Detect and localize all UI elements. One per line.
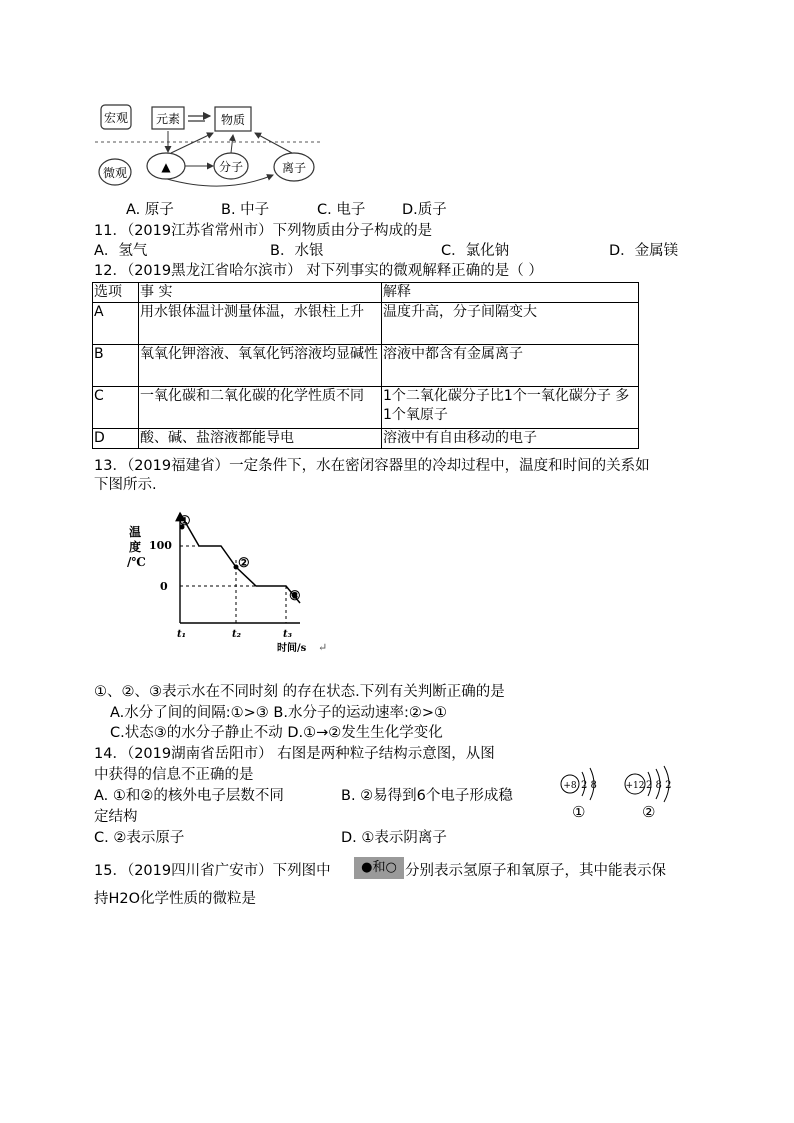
- q11-option-a: A．氢气: [94, 243, 148, 259]
- q13-options-line2: C.状态③的水分子静止不动 D.①→②发生生化学变化: [110, 725, 443, 741]
- q13-temperature-time-graph: [120, 505, 335, 655]
- element-label: 元素: [155, 112, 181, 126]
- row-explain: 溶液中都含有金属离子: [382, 345, 639, 387]
- q15-stem-line2: 持H2O化学性质的微粒是: [94, 891, 257, 907]
- macro-label: 宏观: [103, 111, 129, 125]
- row-explain: 温度升高，分子间隔变大: [382, 303, 639, 345]
- q12-stem: 12．（2019黑龙江省哈尔滨市） 对下列事实的微观解释正确的是（ ）: [94, 263, 543, 279]
- atom1-shells: 2 8: [581, 780, 597, 791]
- table-row: [93, 429, 639, 449]
- tick-t1: t₁: [177, 629, 186, 640]
- q15-atom-legend: [354, 857, 404, 879]
- q15-stem-after: 分别表示氢原子和氧原子，其中能表示保: [405, 863, 666, 879]
- row-fact: 氧氧化钾溶液、氧氧化钙溶液均显碱性: [139, 345, 382, 387]
- row-fact: 用水银体温计测量体温，水银柱上升: [139, 303, 382, 345]
- atom2-label: ②: [642, 803, 656, 821]
- row-explain: 溶液中有自由移动的电子: [382, 429, 639, 449]
- q11-option-c: C．氯化钠: [441, 243, 510, 259]
- q14-atom-structure-diagram: [555, 762, 705, 824]
- q14-stem-line2: 中获得的信息不正确的是: [94, 767, 254, 783]
- q10-option-a: A. 原子: [126, 202, 174, 218]
- q14-option-b: B. ②易得到6个电子形成稳: [341, 788, 513, 804]
- row-explain: 1个二氧化碳分子比1个一氧化碳分子 多1个氧原子: [382, 387, 639, 429]
- macro-micro-diagram: [95, 95, 325, 195]
- tick-t3: t₃: [283, 629, 292, 640]
- marker-2: ②: [238, 556, 250, 571]
- y-label-2: 度: [129, 540, 142, 554]
- q10-option-c: C. 电子: [317, 202, 366, 218]
- table-row: [93, 387, 639, 429]
- substance-label: 物质: [220, 113, 246, 127]
- q13-stem-line1: 13．（2019福建省）一定条件下，水在密闭容器里的冷却过程中，温度和时间的关系如: [94, 458, 650, 474]
- row-option: A: [93, 303, 139, 345]
- table-header-explain: 解释: [382, 283, 639, 303]
- tick-0: 0: [160, 580, 168, 593]
- q13-stem-line2: 下图所示.: [94, 477, 157, 493]
- row-option: B: [93, 345, 139, 387]
- x-axis-label: 时间/s: [277, 643, 307, 654]
- ion-label: 离子: [281, 161, 307, 175]
- row-option: D: [93, 429, 139, 449]
- q14-option-a: A. ①和②的核外电子层数不同: [94, 788, 284, 804]
- table-header-fact: 事 实: [139, 283, 382, 303]
- return-arrow-icon: ↵: [318, 641, 328, 654]
- tick-t2: t₂: [232, 629, 241, 640]
- q15-legend-text: ●和○: [361, 860, 397, 875]
- atom1-label: ①: [572, 803, 586, 821]
- molecule-label: 分子: [218, 160, 244, 174]
- triangle-symbol: ▲: [161, 160, 171, 174]
- micro-label: 微观: [102, 166, 128, 180]
- q10-option-b: B. 中子: [221, 202, 270, 218]
- row-fact: 一氧化碳和二氧化碳的化学性质不同: [139, 387, 382, 429]
- atom2-nucleus: +12: [625, 781, 645, 791]
- row-fact: 酸、碱、盐溶液都能导电: [139, 429, 382, 449]
- table-header-option: 选项: [93, 283, 139, 303]
- table-row: [93, 303, 639, 345]
- q14-option-d: D. ①表示阴离子: [341, 830, 447, 846]
- q14-stem-line1: 14．（2019湖南省岳阳市） 右图是两种粒子结构示意图，从图: [94, 746, 495, 762]
- q11-stem: 11．（2019江苏省常州市）下列物质由分子构成的是: [94, 223, 433, 239]
- y-label-1: 温: [129, 525, 142, 539]
- q12-table: [92, 282, 639, 449]
- q13-after: ①、②、③表示水在不同时刻 的存在状态.下列有关判断正确的是: [94, 684, 505, 700]
- q14-option-b-cont: 定结构: [94, 809, 138, 825]
- q11-option-b: B．水银: [270, 243, 324, 259]
- marker-1: ①: [179, 514, 191, 529]
- q15-stem-before: 15．（2019四川省广安市）下列图中: [94, 863, 331, 879]
- atom1-nucleus: +8: [563, 781, 577, 791]
- tick-100: 100: [149, 539, 172, 552]
- q11-option-d: D．金属镁: [609, 243, 679, 259]
- q13-options-line1: A.水分了间的间隔:①>③ B.水分子的运动速率:②>①: [110, 705, 448, 721]
- marker-3: ③: [289, 589, 301, 604]
- q14-option-c: C. ②表示原子: [94, 830, 185, 846]
- y-label-3: /℃: [127, 555, 146, 569]
- row-option: C: [93, 387, 139, 429]
- q10-option-d: D.质子: [402, 202, 447, 218]
- atom2-shells: 2 8 2: [646, 780, 672, 791]
- table-row: [93, 345, 639, 387]
